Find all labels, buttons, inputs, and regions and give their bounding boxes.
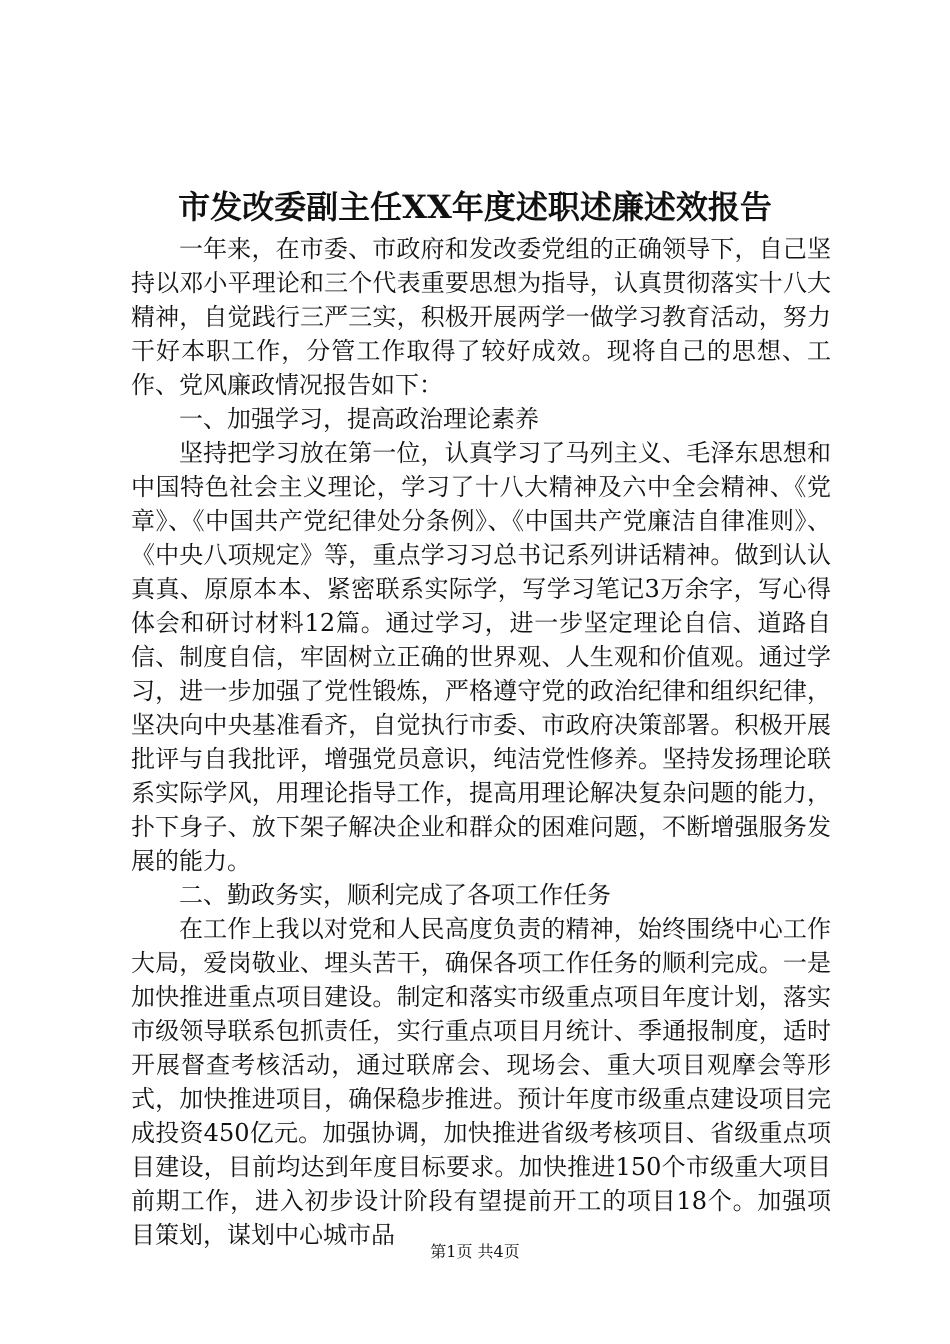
paragraph-work: 在工作上我以对党和人民高度负责的精神，始终围绕中心工作大局，爱岗敬业、埋头苦干，确保各项工作任务的顺利完成。一是加快推进重点项目建设。制定和落实市级重点项目年度计划，落实市级领导联系包抓责任，实行重点项目月统计、季通报制度，适时开展督查考核活动，通过联席会、现场会、重大项目观摩会等形式，加快推进项目，确保稳步推进。预计年度市级重点建设项目完成投资450亿元。加强协调，加快推进省级考核项目、省级重点项目建设，目前均达到年度目标要求。加快推进150个市级重大项目前期工作，进入初步设计阶段有望提前开工的项目18个。加强项目策划，谋划中心城市品: [131, 915, 831, 1249]
paragraph-intro: 一年来，在市委、市政府和发改委党组的正确领导下，自己坚持以邓小平理论和三个代表重要思想为指导，认真贯彻落实十八大精神，自觉践行三严三实，积极开展两学一做学习教育活动，努力干好本职工作，分管工作取得了较好成效。现将自己的思想、工作、党风廉政情况报告如下：: [131, 235, 831, 399]
page-number-footer: 第1页 共4页: [430, 1242, 520, 1261]
document-title: 市发改委副主任XX年度述职述廉述效报告: [178, 188, 772, 226]
section-heading-2: 二、勤政务实，顺利完成了各项工作任务: [179, 881, 611, 909]
section-heading-1: 一、加强学习，提高政治理论素养: [179, 405, 539, 433]
paragraph-study: 坚持把学习放在第一位，认真学习了马列主义、毛泽东思想和中国特色社会主义理论，学习了十八大精神及六中全会精神、《党章》、《中国共产党纪律处分条例》、《中国共产党廉洁自律准则》、《中央八项规定》等，重点学习习总书记系列讲话精神。做到认认真真、原原本本、紧密联系实际学，写学习笔记3万余字，写心得体会和研讨材料12篇。通过学习，进一步坚定理论自信、道路自信、制度自信，牢固树立正确的世界观、人生观和价值观。通过学习，进一步加强了党性锻炼，严格遵守党的政治纪律和组织纪律，坚决向中央基准看齐，自觉执行市委、市政府决策部署。积极开展批评与自我批评，增强党员意识，纯洁党性修养。坚持发扬理论联系实际学风，用理论指导工作，提高用理论解决复杂问题的能力，扑下身子、放下架子解决企业和群众的困难问题，不断增强服务发展的能力。: [131, 439, 831, 875]
document-body: [131, 232, 831, 1252]
